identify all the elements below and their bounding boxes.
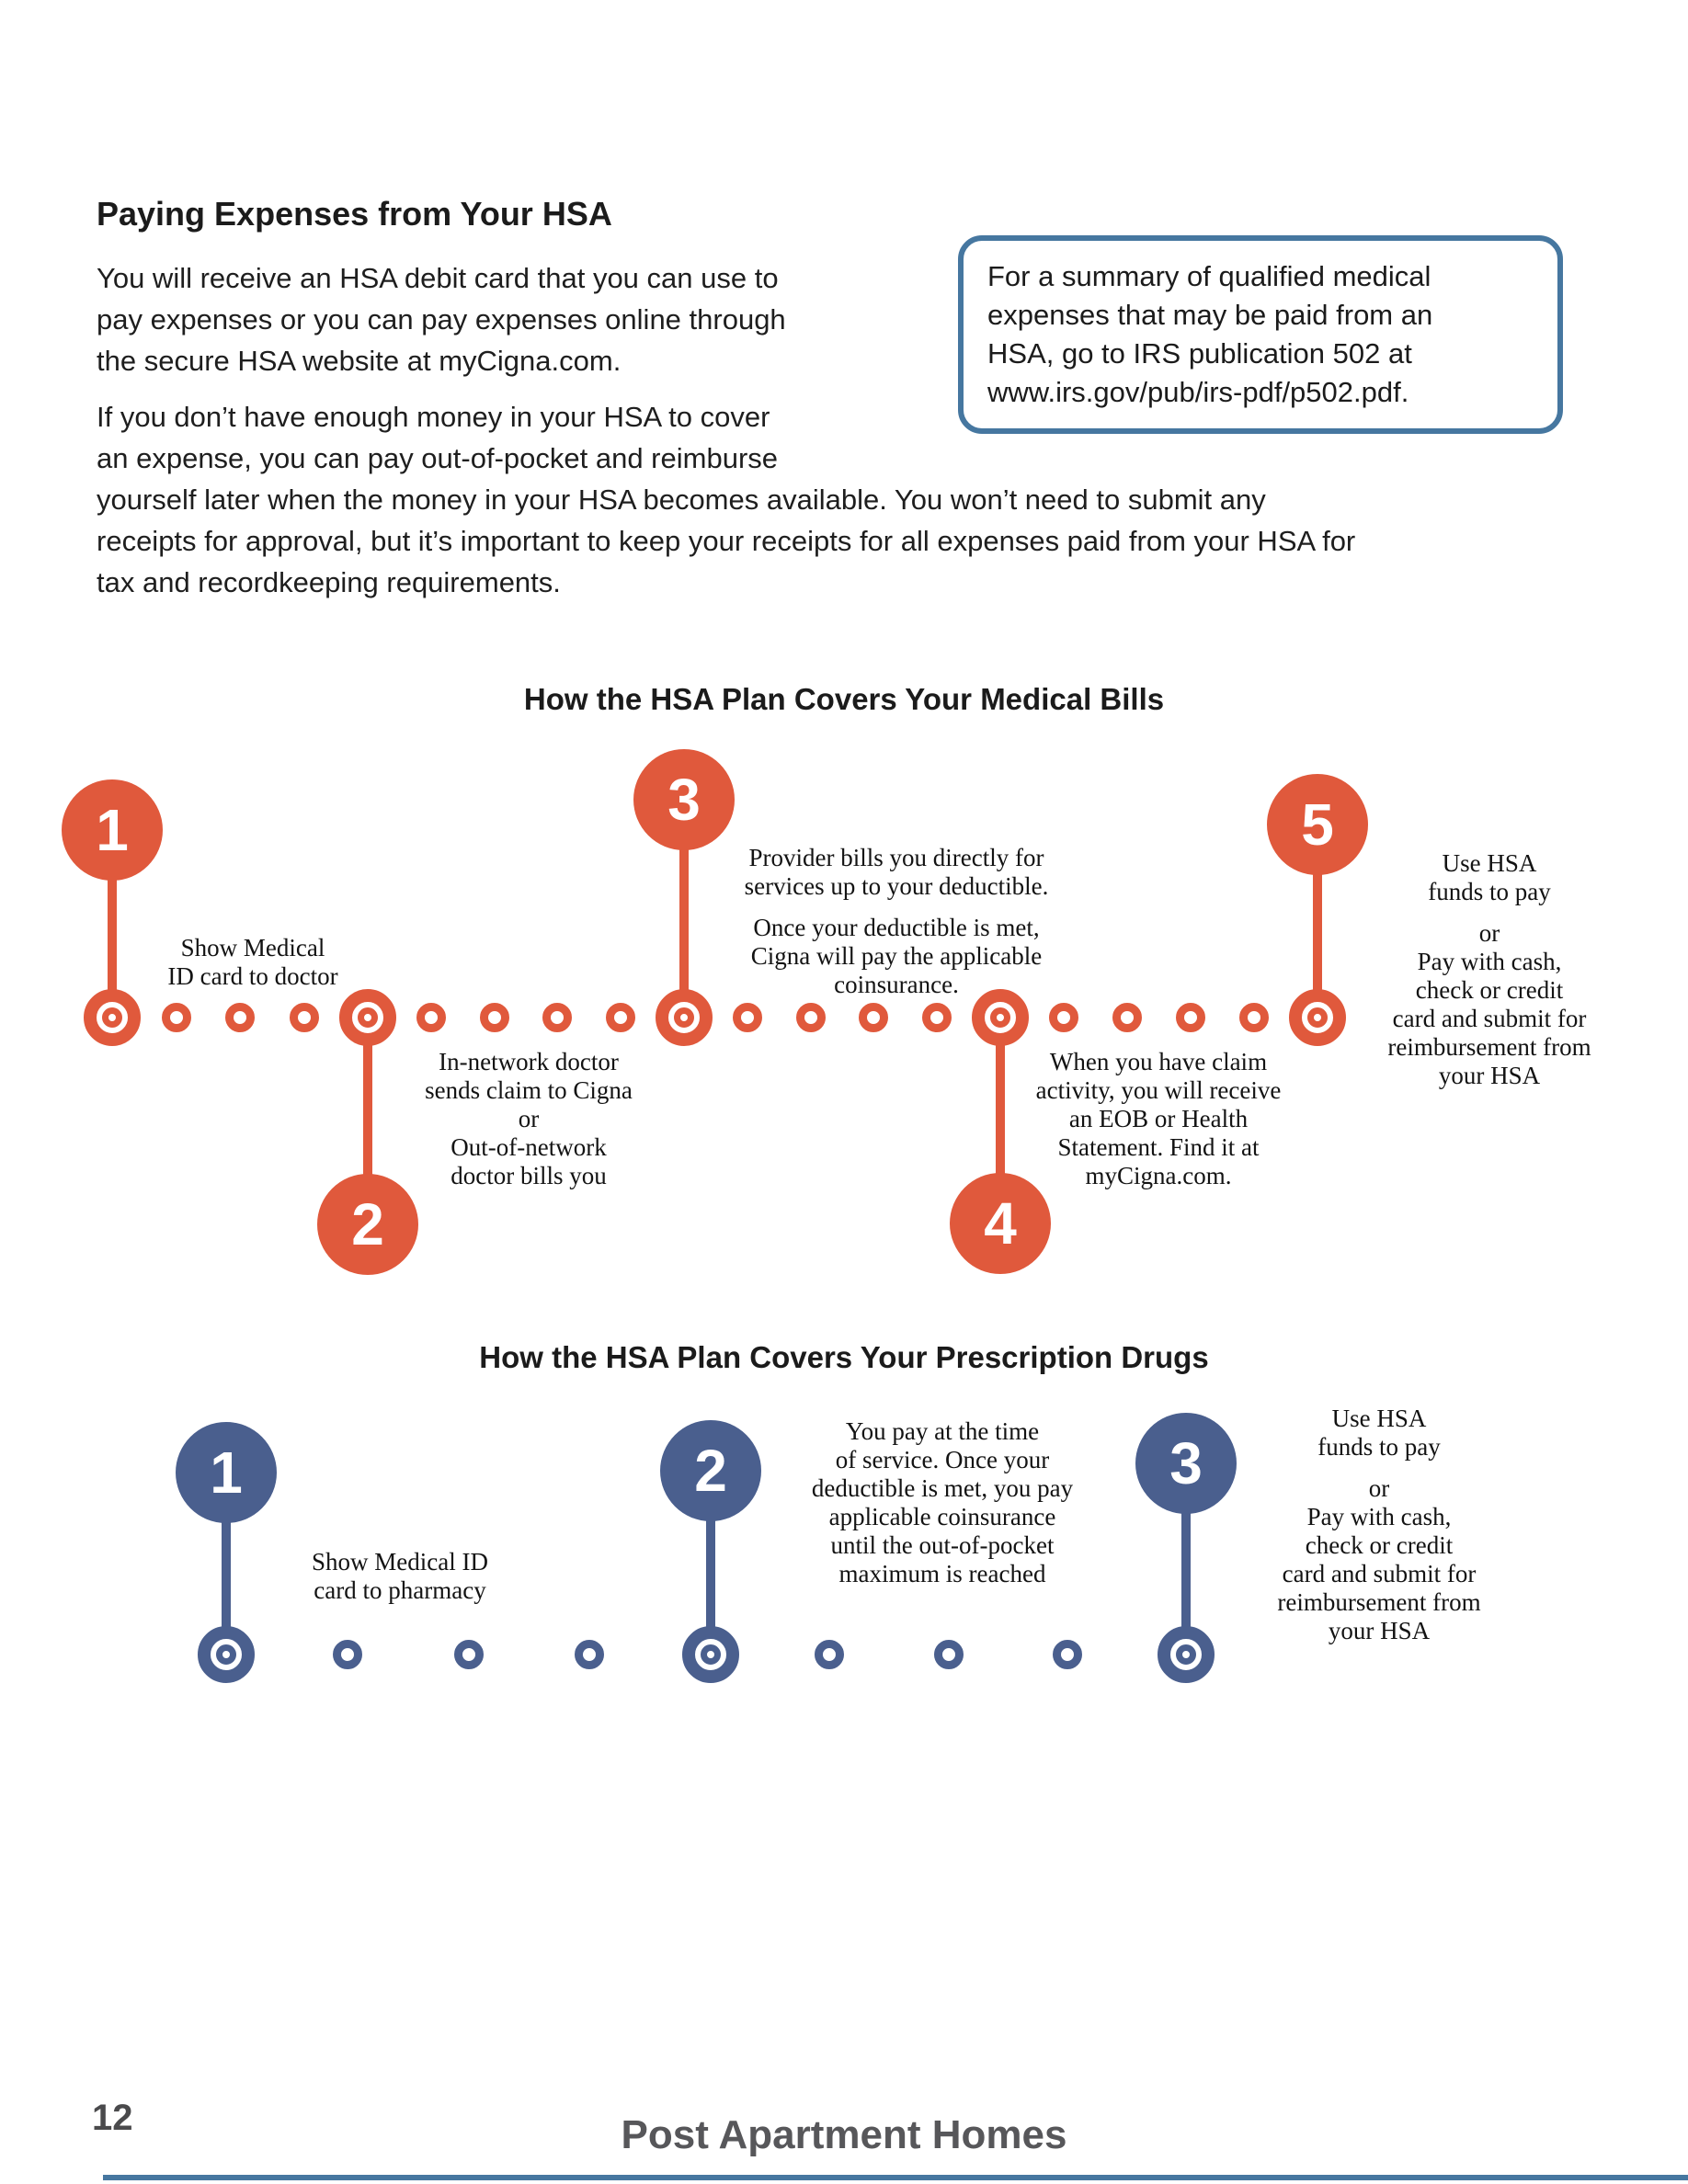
- medical-step-4-badge: 4: [950, 1173, 1051, 1274]
- timeline-dot-icon: [333, 1640, 362, 1669]
- connector-line: [108, 873, 117, 1020]
- medical-step-2-label: In-network doctor sends claim to Cigna or Out-of-network doctor bills you: [425, 1048, 633, 1189]
- timeline-dot-icon: [1112, 1003, 1142, 1032]
- page-number: 12: [92, 2098, 133, 2138]
- timeline-dot-icon: [1239, 1003, 1269, 1032]
- timeline-dot-icon: [1176, 1003, 1205, 1032]
- timeline-dot-icon: [859, 1003, 888, 1032]
- timeline-dot-icon: [606, 1003, 635, 1032]
- medical-step-3-badge: 3: [633, 749, 735, 850]
- page-title: Paying Expenses from Your HSA: [97, 195, 612, 233]
- timeline-dot-icon: [1049, 1003, 1078, 1032]
- connector-line: [222, 1517, 231, 1659]
- medical-step-3-label: Provider bills you directly for services up to your deductible. Once your deductible is met, Cigna will pay the applicable coinsurance.: [744, 844, 1049, 998]
- connector-line: [1313, 869, 1322, 1020]
- timeline-dot-icon: [922, 1003, 952, 1032]
- timeline-dot-icon: [290, 1003, 319, 1032]
- medical-step-1-badge: 1: [62, 779, 163, 881]
- section-title-prescription: How the HSA Plan Covers Your Prescription Drugs: [479, 1340, 1209, 1374]
- medical-step-1-label: Show Medical ID card to doctor: [167, 934, 338, 990]
- prescription-step-1-badge: 1: [176, 1422, 277, 1523]
- timeline-dot-icon: [1053, 1640, 1082, 1669]
- prescription-step-2-badge: 2: [660, 1420, 761, 1521]
- timeline-dot-icon: [796, 1003, 826, 1032]
- timeline-dot-icon: [162, 1003, 191, 1032]
- timeline-dot-icon: [542, 1003, 572, 1032]
- intro-paragraph-1: You will receive an HSA debit card that you can use to pay expenses or you can pay expenses online through the secure HSA website at myCigna.com.: [97, 262, 786, 377]
- timeline-dot-icon: [815, 1640, 844, 1669]
- timeline-dot-icon: [575, 1640, 604, 1669]
- connector-line: [679, 846, 689, 1020]
- timeline-dot-icon: [934, 1640, 964, 1669]
- medical-step-4-label: When you have claim activity, you will receive an EOB or Health Statement. Find it at myCigna.com.: [1035, 1048, 1282, 1189]
- timeline-dot-icon: [416, 1003, 446, 1032]
- footer-rule: [103, 2175, 1688, 2180]
- prescription-step-1-label: Show Medical ID card to pharmacy: [312, 1548, 488, 1604]
- callout-box: [958, 235, 1563, 434]
- prescription-step-3-label: Use HSA funds to pay or Pay with cash, check or credit card and submit for reimbursement from your HSA: [1277, 1405, 1481, 1644]
- timeline-dot-icon: [225, 1003, 255, 1032]
- medical-step-2-badge: 2: [317, 1174, 418, 1275]
- connector-line: [706, 1515, 715, 1659]
- medical-step-5-badge: 5: [1267, 774, 1368, 875]
- section-title-medical: How the HSA Plan Covers Your Medical Bills: [523, 682, 1165, 716]
- prescription-step-3-badge: 3: [1135, 1413, 1237, 1514]
- footer-brand: Post Apartment Homes: [621, 2112, 1067, 2157]
- medical-step-5-label: Use HSA funds to pay or Pay with cash, check or credit card and submit for reimbursement from your HSA: [1387, 849, 1591, 1089]
- connector-line: [1181, 1507, 1191, 1659]
- timeline-dot-icon: [480, 1003, 509, 1032]
- timeline-dot-icon: [454, 1640, 484, 1669]
- intro-paragraph-2: If you don’t have enough money in your HSA to cover an expense, you can pay out-of-pocket and reimburse yourself later when the money in your HSA becomes available. You won’t need to submit any receipts for approval, but it’s important to keep your receipts for all expenses paid from your HSA for tax and recordkeeping requirements.: [97, 401, 1356, 598]
- prescription-step-2-label: You pay at the time of service. Once your deductible is met, you pay applicable coinsurance until the out-of-pocket maximum is reached: [811, 1417, 1074, 1587]
- timeline-dot-icon: [733, 1003, 762, 1032]
- callout-text: For a summary of qualified medical expenses that may be paid from an HSA, go to IRS publication 502 at www.irs.gov/pub/irs-pdf/p502.pdf.: [987, 260, 1433, 408]
